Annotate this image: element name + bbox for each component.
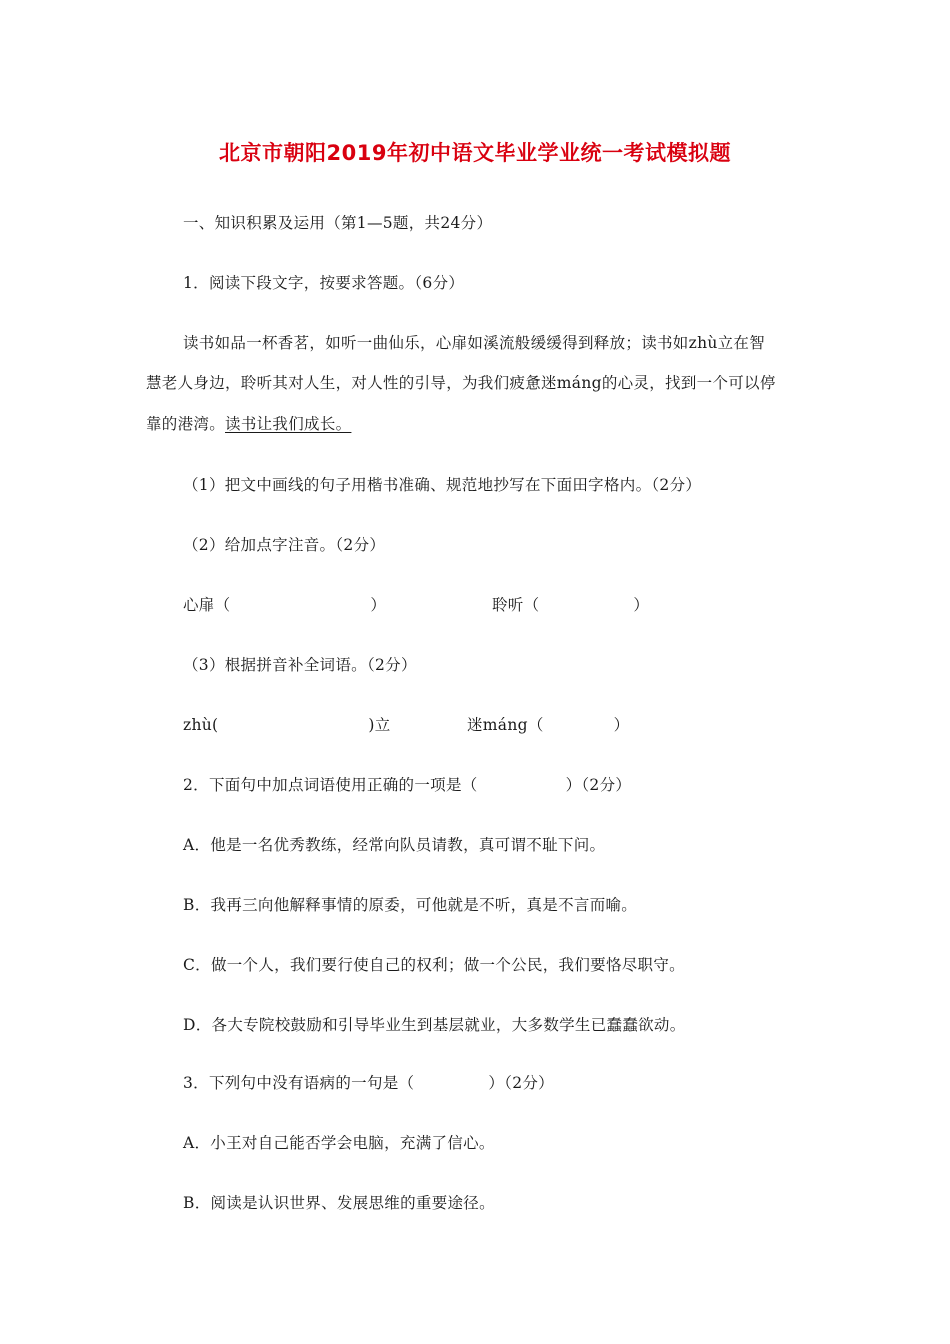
question-2-stem bbox=[183, 775, 631, 795]
q3-option-a: A．小王对自己能否学会电脑，充满了信心。 bbox=[183, 1134, 495, 1152]
q2-option-b: B．我再三向他解释事情的原委，可他就是不听，真是不言而喻。 bbox=[183, 896, 638, 914]
sub-question-2: （2）给加点字注音。（2分） bbox=[183, 536, 386, 554]
pinyin-blank-xinfei bbox=[183, 595, 386, 615]
blank-close: ） bbox=[370, 596, 387, 614]
q3-option-b: B．阅读是认识世界、发展思维的重要途径。 bbox=[183, 1194, 495, 1212]
blank-label: zhù( bbox=[183, 716, 219, 734]
sub-question-1: （1）把文中画线的句子用楷书准确、规范地抄写在下面田字格内。（2分） bbox=[183, 476, 702, 494]
q2-option-a: A．他是一名优秀教练，经常向队员请教，真可谓不耻下问。 bbox=[183, 836, 606, 854]
passage-line-3 bbox=[146, 414, 351, 434]
sub-question-3: （3）根据拼音补全词语。（2分） bbox=[183, 656, 417, 674]
q2-option-c: C．做一个人，我们要行使自己的权利；做一个公民，我们要恪尽职守。 bbox=[183, 956, 685, 974]
blank-label: 心扉（ bbox=[183, 596, 231, 614]
q2-option-d: D．各大专院校鼓励和引导毕业生到基层就业，大多数学生已蠢蠢欲动。 bbox=[183, 1016, 686, 1034]
question-text: 2．下面句中加点词语使用正确的一项是（ bbox=[183, 776, 478, 794]
document-title: 北京市朝阳2019年初中语文毕业学业统一考试模拟题 bbox=[219, 141, 731, 165]
passage-line-1: 读书如品一杯香茗，如听一曲仙乐，心扉如溪流般缓缓得到释放；读书如zhù立在智 bbox=[183, 334, 766, 352]
blank-label: 聆听（ bbox=[492, 596, 540, 614]
question-score: ）（2分） bbox=[565, 776, 632, 794]
word-blank-zhu bbox=[183, 715, 391, 735]
blank-close: ） bbox=[613, 716, 630, 734]
question-1-stem: 1．阅读下段文字，按要求答题。（6分） bbox=[183, 274, 465, 292]
pinyin-blank-lingting bbox=[492, 595, 649, 615]
underlined-sentence: 读书让我们成长。 bbox=[225, 415, 352, 433]
blank-close: ） bbox=[633, 596, 650, 614]
passage-line-3-text: 靠的港湾。 bbox=[146, 415, 226, 433]
question-score: ）（2分） bbox=[488, 1074, 554, 1092]
blank-label: 迷máng（ bbox=[467, 716, 544, 734]
question-text: 3．下列句中没有语病的一句是（ bbox=[183, 1074, 415, 1092]
word-blank-mang bbox=[467, 715, 629, 735]
question-3-stem bbox=[183, 1073, 554, 1093]
blank-close: )立 bbox=[368, 716, 391, 734]
section-heading: 一、知识积累及运用（第1—5题，共24分） bbox=[183, 214, 493, 232]
passage-line-2: 慧老人身边，聆听其对人生，对人性的引导，为我们疲惫迷máng的心灵，找到一个可以停 bbox=[146, 374, 776, 392]
